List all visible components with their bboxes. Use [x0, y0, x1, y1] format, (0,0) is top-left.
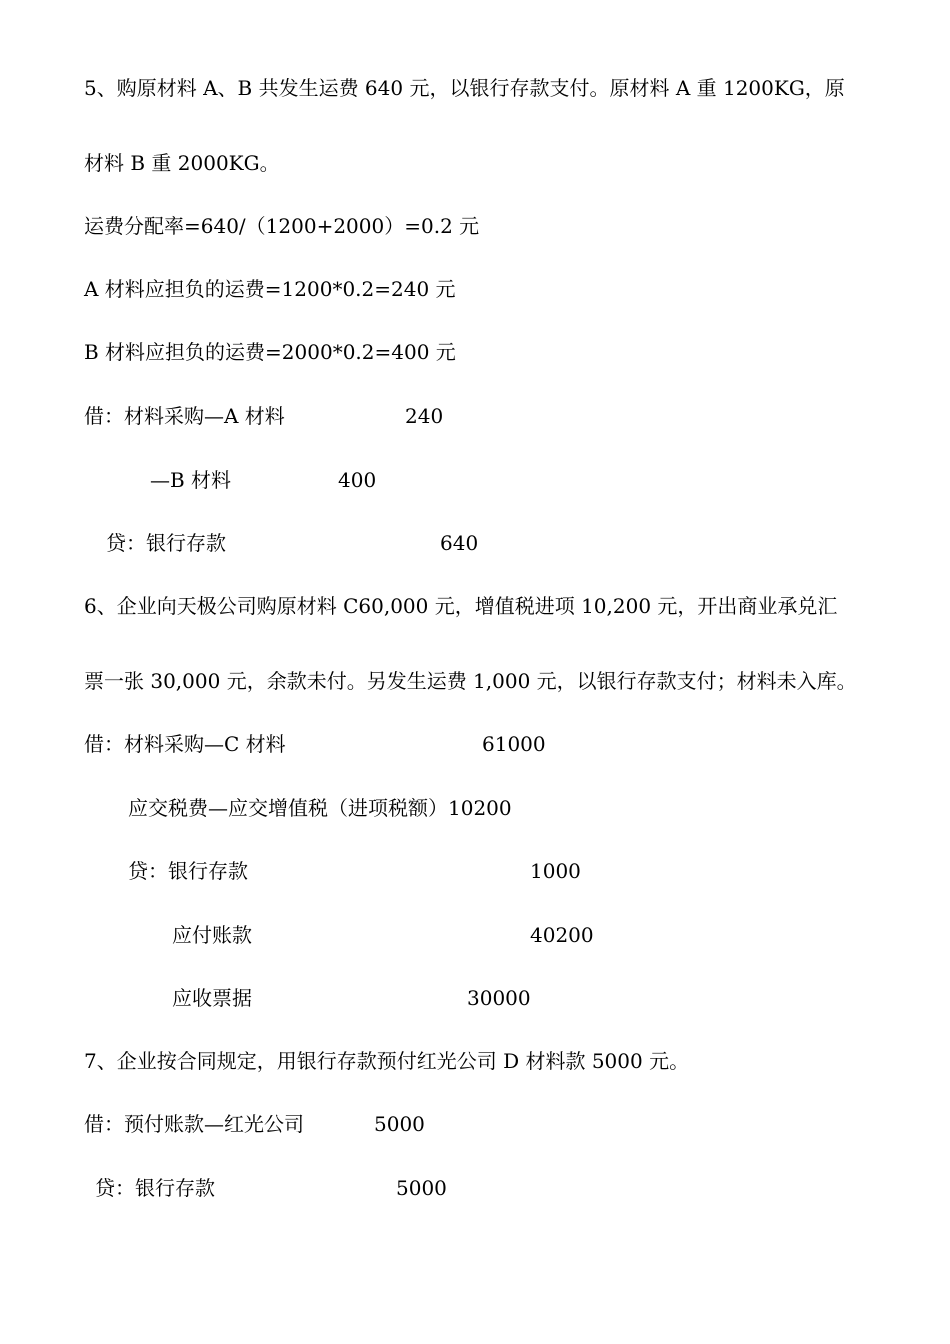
q7-credit1-label: 贷：银行存款 [95, 1176, 215, 1200]
q5-debit1-label: 借：材料采购—A 材料 [84, 404, 285, 428]
q6-credit3-label: 应收票据 [172, 986, 252, 1010]
q7-debit1-amount: 5000 [374, 1112, 425, 1136]
q6-credit2-label: 应付账款 [172, 923, 252, 947]
q7-debit1-label: 借：预付账款—红光公司 [84, 1112, 304, 1136]
q5-debit1-amount: 240 [405, 404, 444, 428]
q6-statement-line2: 票一张 30,000 元，余款未付。另发生运费 1,000 元，以银行存款支付；材料未入库。 [84, 669, 857, 693]
q6-debit1-label: 借：材料采购—C 材料 [84, 732, 286, 756]
q6-credit1-amount: 1000 [530, 859, 581, 883]
q6-credit1-label: 贷：银行存款 [128, 859, 248, 883]
q5-statement-line1: 5、购原材料 A、B 共发生运费 640 元，以银行存款支付。原材料 A 重 1200KG，原 [84, 76, 845, 100]
q5-debit2-amount: 400 [338, 468, 377, 492]
q5-debit2-label: —B 材料 [150, 468, 232, 492]
q5-credit1-label: 贷：银行存款 [106, 531, 226, 555]
q6-debit2-label: 应交税费—应交增值税（进项税额）10200 [128, 796, 512, 820]
q5-calc-rate: 运费分配率=640/（1200+2000）=0.2 元 [84, 214, 480, 238]
q7-credit1-amount: 5000 [396, 1176, 447, 1200]
q5-calc-a: A 材料应担负的运费=1200*0.2=240 元 [84, 277, 456, 301]
q6-debit1-amount: 61000 [482, 732, 546, 756]
q5-credit1-amount: 640 [440, 531, 479, 555]
q5-calc-b: B 材料应担负的运费=2000*0.2=400 元 [84, 340, 456, 364]
q5-statement-line2: 材料 B 重 2000KG。 [84, 151, 280, 175]
q6-credit3-amount: 30000 [467, 986, 531, 1010]
q6-credit2-amount: 40200 [530, 923, 594, 947]
q6-statement-line1: 6、企业向天极公司购原材料 C60,000 元，增值税进项 10,200 元，开出商业承兑汇 [84, 594, 838, 618]
q7-statement-line1: 7、企业按合同规定，用银行存款预付红光公司 D 材料款 5000 元。 [84, 1049, 690, 1073]
